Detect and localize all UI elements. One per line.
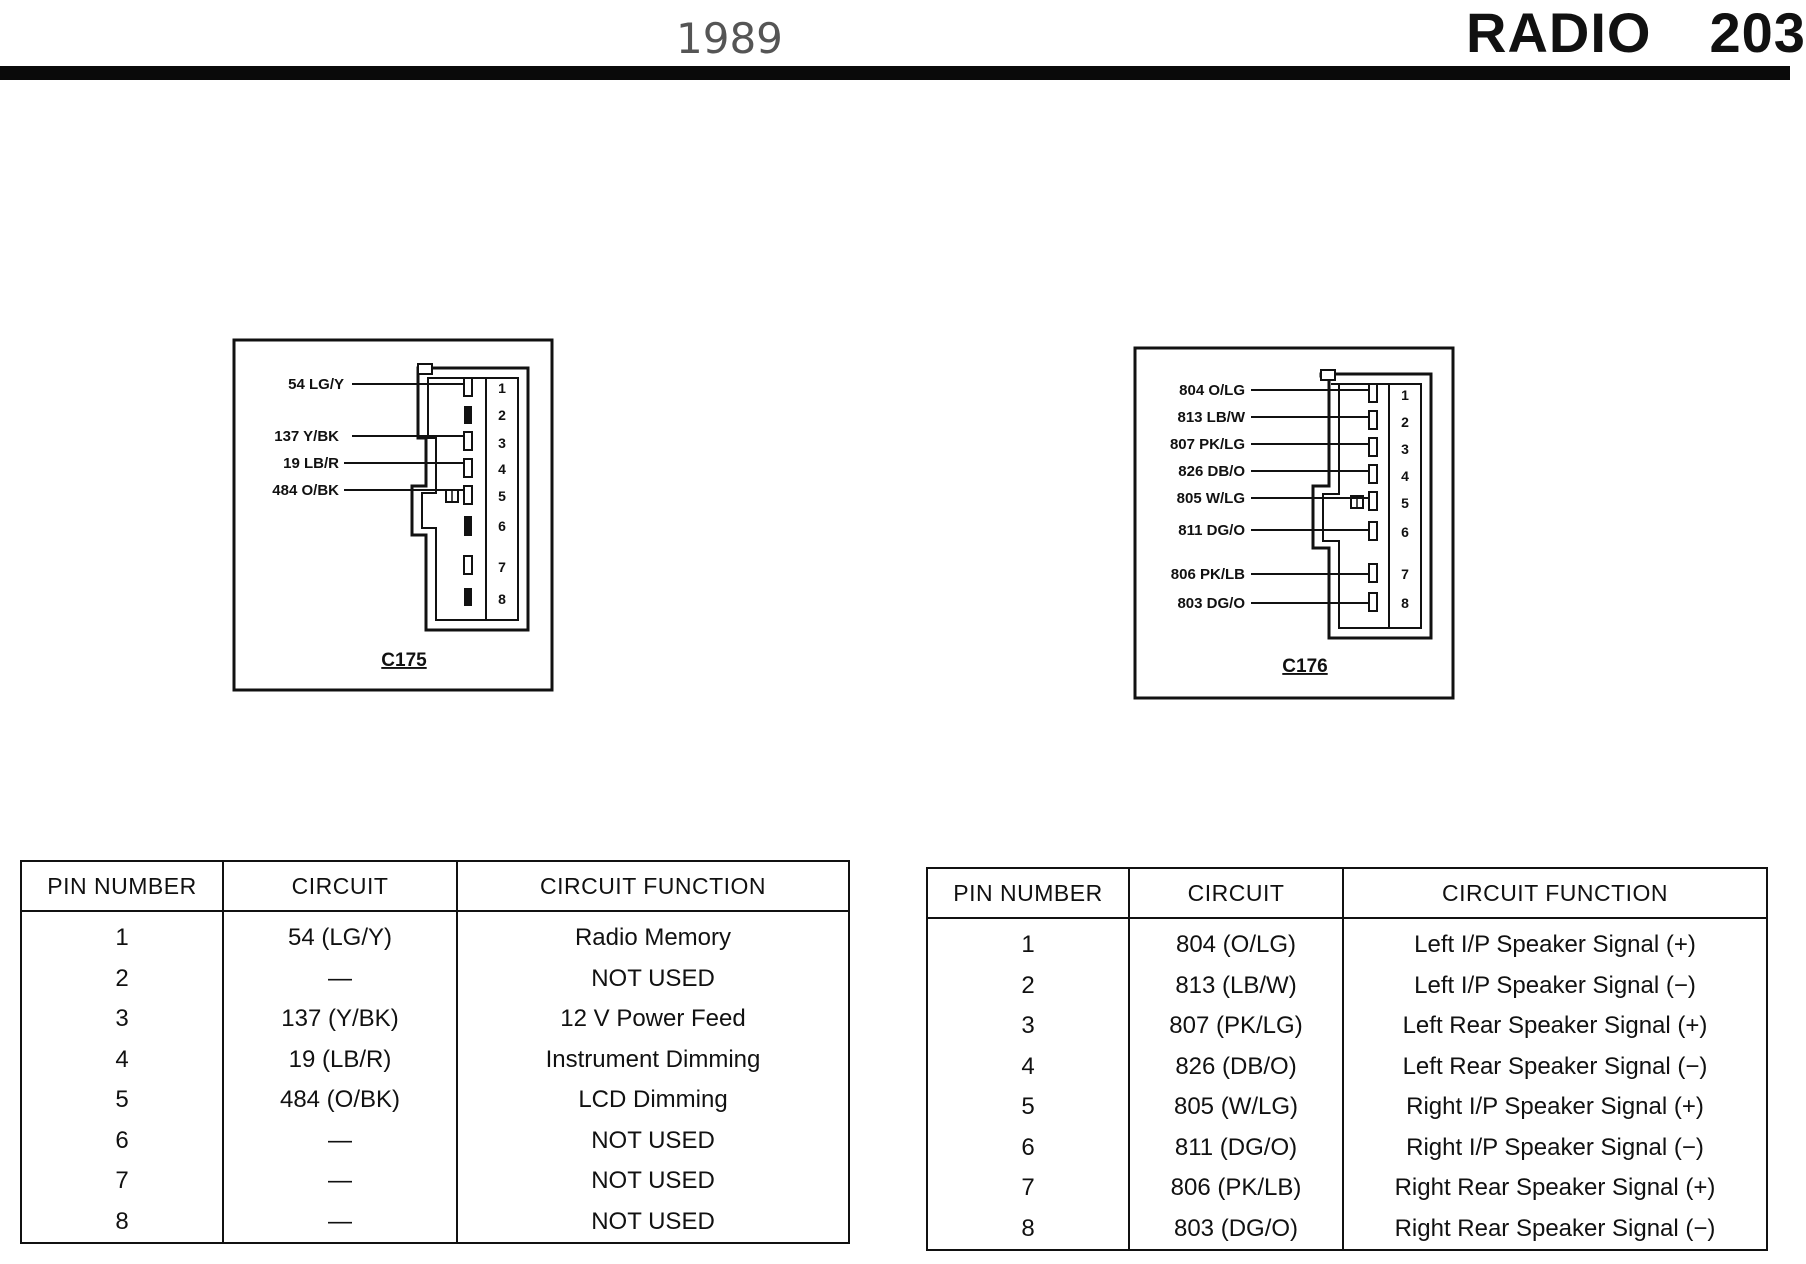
function-cell: Left Rear Speaker Signal (+): [1343, 1006, 1767, 1047]
connector-c175-diagram: [232, 338, 562, 698]
pin-cell: 5: [1021, 1093, 1035, 1121]
pin-cell: 7: [115, 1167, 129, 1195]
table-row: [21, 1161, 849, 1202]
circuit-cell: 19 (LB/R): [223, 1040, 457, 1081]
table-row: [21, 1080, 849, 1121]
pin-cell: 8: [1021, 1214, 1035, 1242]
function-cell: LCD Dimming: [457, 1080, 849, 1121]
circuit-cell: —: [223, 959, 457, 1000]
pin-cell: 5: [115, 1086, 129, 1114]
circuit-cell: —: [223, 1161, 457, 1202]
pin-cell: 4: [1021, 1052, 1035, 1080]
circuit-cell: 811 (DG/O): [1129, 1128, 1343, 1169]
table-row: [927, 1168, 1767, 1209]
header-rule: [0, 66, 1790, 80]
circuit-cell: —: [223, 1202, 457, 1244]
c175-wire-label: 54 LG/Y: [288, 376, 344, 393]
table-header-row: [21, 861, 849, 911]
c175-wire-label: 137 Y/BK: [274, 428, 339, 445]
table-row: [927, 1047, 1767, 1088]
pin-cell: 8: [115, 1207, 129, 1235]
function-cell: Left I/P Speaker Signal (+): [1343, 918, 1767, 966]
c175-pin-number: 5: [498, 488, 506, 504]
function-cell: Left Rear Speaker Signal (−): [1343, 1047, 1767, 1088]
c175-pin-number: 3: [498, 435, 506, 451]
pin-cell: 2: [115, 964, 129, 992]
c176-wire-label: 813 LB/W: [1177, 409, 1245, 426]
pin-cell: 7: [1021, 1174, 1035, 1202]
pin-cell: 1: [115, 924, 129, 952]
function-cell: NOT USED: [457, 1202, 849, 1244]
c176-wire-label: 803 DG/O: [1177, 595, 1245, 612]
table-row: [21, 959, 849, 1000]
c175-wire-label: 484 O/BK: [272, 482, 339, 499]
circuit-cell: 137 (Y/BK): [223, 999, 457, 1040]
circuit-cell: —: [223, 1121, 457, 1162]
pin-cell: 3: [115, 1005, 129, 1033]
table-row: [927, 966, 1767, 1007]
circuit-cell: 54 (LG/Y): [223, 911, 457, 959]
c176-pin-number: 1: [1401, 387, 1409, 403]
c176-wire-label: 804 O/LG: [1179, 382, 1245, 399]
circuit-cell: 813 (LB/W): [1129, 966, 1343, 1007]
c176-wire-label: 806 PK/LB: [1170, 566, 1245, 583]
column-header: PIN NUMBER: [21, 861, 223, 911]
c176-wire-label: 805 W/LG: [1176, 490, 1245, 507]
table-row: [21, 911, 849, 959]
table-row: [21, 999, 849, 1040]
c175-pin-number: 6: [498, 518, 506, 534]
function-cell: NOT USED: [457, 959, 849, 1000]
circuit-cell: 804 (O/LG): [1129, 918, 1343, 966]
c175-pin-number: 7: [498, 559, 506, 575]
function-cell: Right Rear Speaker Signal (−): [1343, 1209, 1767, 1251]
circuit-cell: 805 (W/LG): [1129, 1087, 1343, 1128]
c176-pin-number: 4: [1401, 468, 1409, 484]
function-cell: Right Rear Speaker Signal (+): [1343, 1168, 1767, 1209]
pin-cell: 2: [1021, 971, 1035, 999]
table-row: [927, 1006, 1767, 1047]
table-row: [21, 1040, 849, 1081]
pin-cell: 3: [1021, 1012, 1035, 1040]
column-header: CIRCUIT: [223, 861, 457, 911]
c176-wire-label: 826 DB/O: [1178, 463, 1245, 480]
c175-pin-number: 1: [498, 380, 506, 396]
c176-pin-number: 8: [1401, 595, 1409, 611]
function-cell: Left I/P Speaker Signal (−): [1343, 966, 1767, 1007]
connector-c176-diagram: [1133, 346, 1463, 706]
c176-wire-label: 807 PK/LG: [1169, 436, 1245, 453]
table-row: [927, 918, 1767, 966]
page-number: 203: [1709, 1, 1806, 64]
c175-wire-label: 19 LB/R: [283, 455, 339, 472]
table-row: [927, 1128, 1767, 1169]
c176-pin-number: 7: [1401, 566, 1409, 582]
function-cell: Radio Memory: [457, 911, 849, 959]
function-cell: Instrument Dimming: [457, 1040, 849, 1081]
c175-pin-table: [20, 860, 850, 1244]
function-cell: Right I/P Speaker Signal (+): [1343, 1087, 1767, 1128]
column-header: CIRCUIT FUNCTION: [457, 861, 849, 911]
function-cell: NOT USED: [457, 1121, 849, 1162]
c175-pin-number: 2: [498, 407, 506, 423]
page-heading: [1466, 0, 1806, 65]
c176-pin-number: 6: [1401, 524, 1409, 540]
c175-pin-number: 4: [498, 461, 506, 477]
pin-cell: 1: [1021, 931, 1035, 959]
connector-c176-label: C176: [1282, 656, 1328, 677]
function-cell: NOT USED: [457, 1161, 849, 1202]
column-header: PIN NUMBER: [927, 868, 1129, 918]
circuit-cell: 807 (PK/LG): [1129, 1006, 1343, 1047]
pin-cell: 4: [115, 1045, 129, 1073]
pin-cell: 6: [1021, 1133, 1035, 1161]
c176-pin-number: 3: [1401, 441, 1409, 457]
pin-cell: 6: [115, 1126, 129, 1154]
column-header: CIRCUIT FUNCTION: [1343, 868, 1767, 918]
connector-c175-label: C175: [381, 650, 427, 671]
circuit-cell: 803 (DG/O): [1129, 1209, 1343, 1251]
circuit-cell: 826 (DB/O): [1129, 1047, 1343, 1088]
c176-pin-number: 5: [1401, 495, 1409, 511]
table-header-row: [927, 868, 1767, 918]
c176-pin-number: 2: [1401, 414, 1409, 430]
table-row: [21, 1121, 849, 1162]
year-label: 1989: [676, 14, 783, 63]
function-cell: Right I/P Speaker Signal (−): [1343, 1128, 1767, 1169]
table-row: [927, 1209, 1767, 1251]
circuit-cell: 484 (O/BK): [223, 1080, 457, 1121]
column-header: CIRCUIT: [1129, 868, 1343, 918]
function-cell: 12 V Power Feed: [457, 999, 849, 1040]
table-row: [927, 1087, 1767, 1128]
c175-pin-number: 8: [498, 591, 506, 607]
c176-pin-table: [926, 867, 1768, 1251]
c176-wire-label: 811 DG/O: [1178, 522, 1245, 539]
section-title: RADIO: [1466, 1, 1652, 64]
table-row: [21, 1202, 849, 1244]
circuit-cell: 806 (PK/LB): [1129, 1168, 1343, 1209]
